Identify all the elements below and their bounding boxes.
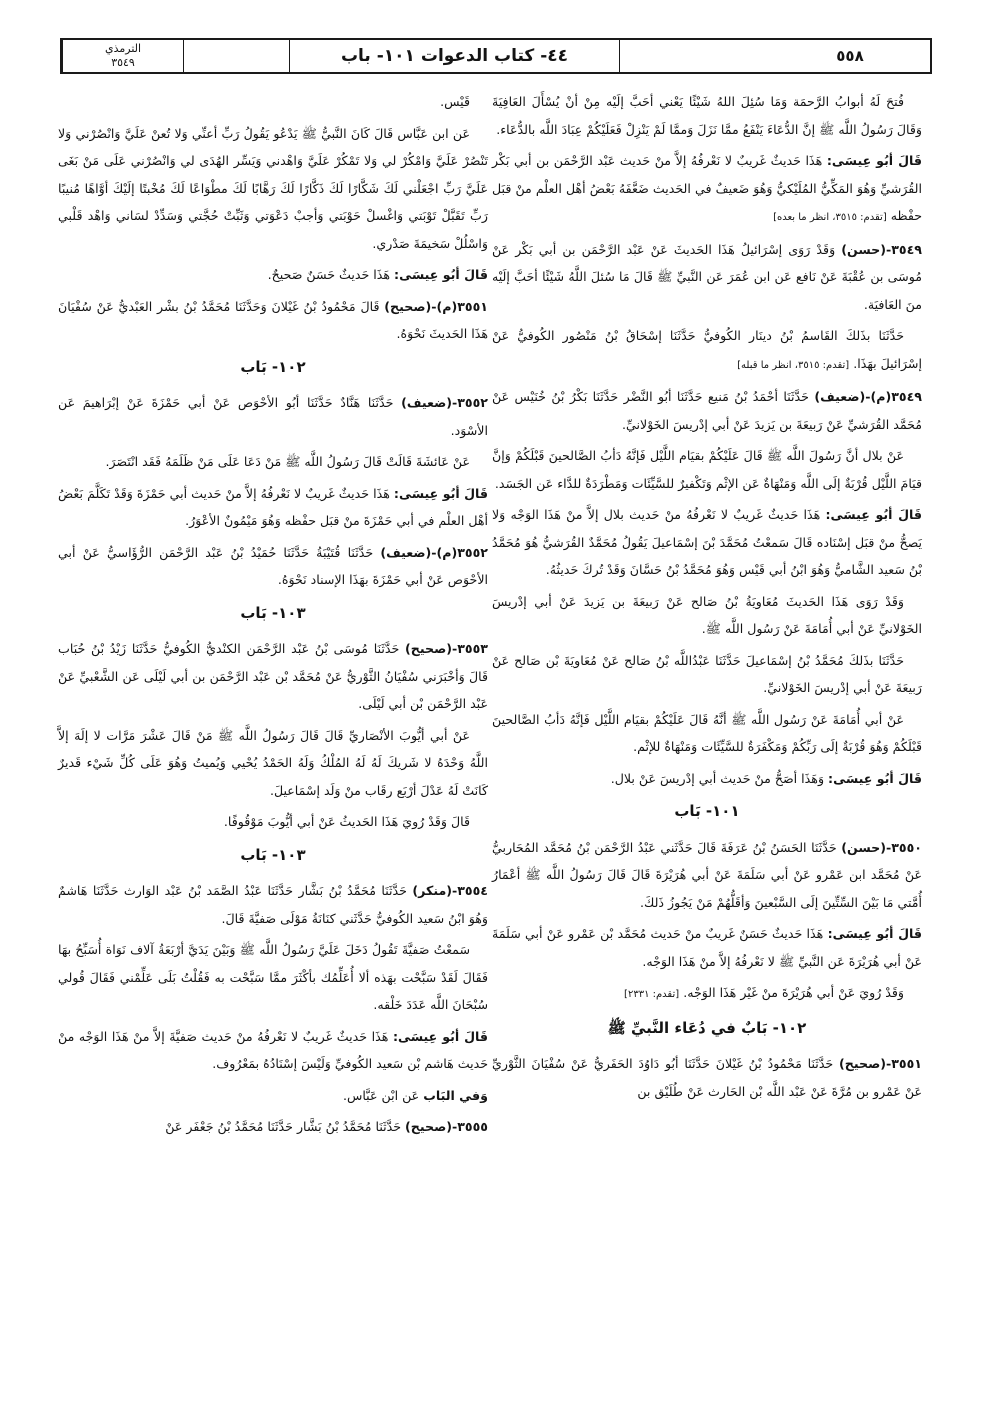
commentary-label: قَالَ أبُو عِيسَى: <box>393 485 488 501</box>
hadith-number-label: ٣٥٤٩(م)-(ضعيف) <box>814 389 922 404</box>
hadith-number-label: ٣٥٤٩-(حسن) <box>841 241 922 257</box>
paragraph-text: عَنْ أبي أيُّوبَ الأنْصَاريِّ قَالَ قَالَ رَسُولُ اللَّه ﷺ مَنْ قَالَ عَشْرَ مَرَّات لا إلَهَ إلاَّ اللَّهُ وَحْدَهُ لا شَريكَ لَهُ لَهُ المُلْكُ وَلَهُ الحَمْدُ يُحْيي وَيُميتُ وَهُوَ عَلَى كُلِّ شَيْء قَديرٌ كَانَتْ لَهُ عَدْلَ أرْبَع رقَاب منْ وَلَد إسْمَاعيلَ. <box>58 727 488 798</box>
text-paragraph <box>58 722 488 805</box>
paragraph-text: حَدَّثَنَا مُوسَى بْنُ عَبْد الرَّحْمَن الكنْديُّ الكُوفيُّ حَدَّثَنَا زَيْدُ بْنُ حُبَاب قَالَ وَأخْبَرَني سُفْيَانُ الثَّوْريُّ عَنْ مُحَمَّد بْن عَبْد الرَّحْمَن بن أبي لَيْلَى عَن الشَّعْبيِّ عَنْ عَبْد الرَّحْمَن بْن أبي لَيْلَى. <box>58 641 488 711</box>
text-paragraph <box>492 647 922 702</box>
chapter-heading: ١٠٣- بَاب <box>240 845 306 864</box>
paragraph-text: قَيْس. <box>440 94 470 109</box>
right-text-column <box>492 88 922 1368</box>
page-number: ٥٥٨ <box>836 47 864 65</box>
paragraph-text: هَذَا حَديثٌ غَريبٌ لا نَعْرفُهُ إلاَّ منْ حَديث أبي حَمْزَةَ وَقَدْ تَكَلَّمَ بَعْضُ أهْل العلْم في أبي حَمْزَةَ منْ قبَل حفْظه وَهُوَ مَيْمُونٌ الأعْوَرُ. <box>58 485 488 528</box>
paragraph-text: سَمعْتُ صَفيَّةَ تَقُولُ دَخَلَ عَلَيَّ رَسُولُ اللَّه ﷺ وَبَيْنَ يَدَيَّ أرْبَعَةُ آلاف نَوَاة أُسَبِّحُ بهَا فَقَالَ لَقَدْ سَبَّحْت بهَذه ألا أُعَلِّمُك بأكْثَرَ ممَّا سَبَّحْت به فَقُلْتُ بَلَى عَلِّمْني فَقَالَ قُولي سُبْحَانَ اللَّه عَدَدَ خَلْقه. <box>58 942 488 1012</box>
hadith-paragraph <box>58 635 488 718</box>
commentary-paragraph <box>58 1082 488 1110</box>
text-paragraph <box>492 706 922 761</box>
hadith-paragraph <box>58 877 488 932</box>
commentary-paragraph <box>492 765 922 793</box>
hadith-number-label: ٣٥٥٤-(منكر) <box>412 883 488 898</box>
paragraph-text: عَن ابن عَبَّاس قَالَ كَانَ النَّبيُّ ﷺ يَدْعُو يَقُولُ رَبِّ أعنِّي وَلا تُعنْ عَلَيَّ وَانْصُرْني وَلا تَنْصُرْ عَلَيَّ وَامْكُرْ لي وَلا تَمْكُرْ عَلَيَّ وَاهْدني وَيَسِّر الهُدَى لي وَانْصُرْني عَلَى مَنْ بَغَى عَلَيَّ رَبِّ اجْعَلْني لَكَ شَكَّارًا لَكَ ذَكَّارًا لَكَ رَهَّابًا لَكَ مطْوَاعًا لَكَ مُخْبتًا إلَيْكَ أوَّاهًا مُنيبًا رَبِّ تَقَبَّلْ تَوْبَتي وَاغْسلْ حَوْبَتي وَأجبْ دَعْوَتي وَثَبِّتْ حُجَّتي وَسَدِّدْ لسَاني وَاهْد قَلْبي وَاسْلُلْ سَخيمَةَ صَدْري. <box>58 125 488 251</box>
commentary-paragraph <box>492 920 922 975</box>
commentary-paragraph <box>492 147 922 232</box>
commentary-label: قَالَ أبُو عِيسَى: <box>827 926 922 941</box>
commentary-label: قَالَ أبُو عِيسَى: <box>825 507 922 522</box>
paragraph-text: عَن ابْن عَبَّاس. <box>342 1087 420 1103</box>
left-text-column <box>58 88 488 1368</box>
paragraph-text: وَقَدْ رَوَى إسْرَائيلُ هَذَا الحَديثَ عَنْ عَبْد الرَّحْمَن بن أبي بَكْر عَنْ مُوسَى بن عُقْبَةَ عَنْ نَافع عَن ابن عُمَرَ عَن النَّبيِّ ﷺ قَالَ مَا سُئلَ اللَّهُ شَيْئًا أحَبَّ إلَيْه منَ العَافيَة. <box>492 241 922 312</box>
commentary-label: قَالَ أبُو عِيسَى: <box>826 153 922 168</box>
commentary-label: وَفي البَاب <box>423 1087 488 1103</box>
hadith-number-label: ٣٥٥٢(م)-(ضعيف) <box>380 544 488 560</box>
paragraph-text: حَدَّثَنَا مُحَمَّدُ بْنُ بَشَّار حَدَّثَنَا مُحَمَّدُ بْنُ جَعْفَر عَنْ <box>165 1119 402 1134</box>
paragraph-text: قَالَ مَحْمُودُ بْنُ غَيْلانَ وَحَدَّثَنَا مُحَمَّدُ بْنُ بشْر العَبْديُّ عَنْ سُفْيَانَ هَذَا الحَديثَ نَحْوَهُ. <box>58 298 488 341</box>
text-paragraph <box>58 936 488 1019</box>
chapter-heading: ١٠١- بَاب <box>674 802 740 820</box>
text-paragraph <box>58 120 488 258</box>
paragraph-text: حَدَّثَنَا الحَسَنُ بْنُ عَرَفَةَ قَالَ حَدَّثَني عَبْدُ الرَّحْمَن بْنُ مُحَمَّد المُحَاربيُّ عَنْ مُحَمَّد ابن عَمْرو عَنْ أبي سَلَمَةَ عَنْ أبي هُرَيْرَةَ قَالَ قَالَ رَسُولُ اللَّه ﷺ أعْمَارُ أُمَّتي مَا بَيْنَ السِّتِّينَ إلَى السَّبْعينَ وَأقَلُّهُمْ مَنْ يَجُوزُ ذَلكَ. <box>492 839 922 910</box>
text-paragraph <box>58 808 488 836</box>
hadith-number-label: ٣٥٥٣-(صحيح) <box>405 641 488 656</box>
paragraph-text: حَدَّثَنَا أحْمَدُ بْنُ مَنيع حَدَّثَنَا أبُو النَّضْر حَدَّثَنَا بَكْرُ بْنُ خُنَيْس عَنْ مُحَمَّد القُرَشيِّ عَنْ رَبيعَةَ بن يَزيدَ عَنْ أبي إدْريسَ الخَوْلانيِّ. <box>492 389 922 432</box>
hadith-paragraph <box>492 383 922 438</box>
commentary-label: قَالَ أبُو عِيسَى: <box>828 770 922 786</box>
paragraph-text: هَذَا حَديثٌ غَريبٌ لا نَعْرفُهُ إلاَّ منْ حَديث عَبْد الرَّحْمَن بن أبي بَكْر القُرَشيِّ وَهُوَ المَكِّيُّ المُلَيْكيُّ وَهُوَ ضَعيفٌ في الحَديث ضَعَّفَهُ بَعْضُ أهْل العلْم منْ قبَل حفْظه <box>492 153 922 223</box>
commentary-paragraph <box>58 480 488 535</box>
paragraph-text: وَقَدْ رَوَى هَذَا الحَديثَ مُعَاويَةُ بْنُ صَالح عَنْ رَبيعَةَ بن يَزيدَ عَنْ أبي إدْريسَ الخَوْلانيِّ عَنْ أبي أُمَامَةَ عَنْ رَسُول اللَّه ﷺ. <box>492 593 922 636</box>
hadith-paragraph <box>492 236 922 319</box>
paragraph-text: وَهَذَا أصَحُّ منْ حَديث أبي إدْريسَ عَنْ بلال. <box>610 770 825 786</box>
header-empty-cell <box>183 40 289 72</box>
chapter-heading: ١٠٣- بَاب <box>240 603 306 622</box>
commentary-paragraph <box>58 1023 488 1078</box>
hadith-number-label: ٣٥٥١(م)-(صحيح) <box>384 298 488 314</box>
paragraph-text: هَذَا حَديثٌ حَسَنٌ غَريبٌ منْ حَديث مُحَمَّد بْن عَمْرو عَنْ أبي سَلَمَةَ عَنْ أبي هُرَيْرَةَ عَن النَّبيِّ ﷺ لا نَعْرفُهُ إلاَّ منْ هَذَا الوَجْه. <box>492 926 922 969</box>
hadith-paragraph <box>492 1050 922 1105</box>
hadith-number-label: ٣٥٥٥-(صحيح) <box>405 1119 488 1134</box>
paragraph-text: حَدَّثَنَا بذَلكَ القَاسمُ بْنُ دينَار الكُوفيُّ حَدَّثَنَا إسْحَاقُ بْنُ مَنْصُور الكُوفيُّ عَنْ إسْرَائيلَ بهَذَا. <box>492 328 922 371</box>
hadith-paragraph <box>492 834 922 917</box>
hadith-paragraph <box>58 293 488 348</box>
text-paragraph <box>492 322 922 379</box>
page-header <box>60 38 932 74</box>
text-paragraph <box>492 979 922 1009</box>
paragraph-text: وَقَدْ رُويَ عَنْ أبي هُرَيْرَةَ منْ غَيْر هَذَا الوَجْه. <box>683 985 904 1000</box>
text-paragraph <box>58 88 488 116</box>
text-paragraph <box>492 588 922 643</box>
cross-reference: [تقدم: ٣٥١٥، انظر ما بعده] <box>773 212 887 223</box>
chapter-heading: ١٠٢- بَاب <box>240 357 306 376</box>
hadith-paragraph <box>58 1113 488 1141</box>
header-empty-cell <box>619 40 770 72</box>
cross-reference: [تقدم: ٢٣٣١] <box>624 989 680 1000</box>
hadith-number-label: ٣٥٥١-(صحيح) <box>839 1056 922 1071</box>
paragraph-text: حَدَّثَنَا بذَلكَ مُحَمَّدُ بْنُ إسْمَاعيلَ حَدَّثَنَا عَبْدُاللَّه بْنُ صَالح عَنْ مُعَاويَةَ بْن صَالح عَنْ رَبيعَةَ عَنْ أبي إدْريسَ الخَوْلانيِّ. <box>492 652 922 695</box>
paragraph-text: عَنْ بلال أنَّ رَسُولَ اللَّه ﷺ قَالَ عَلَيْكُمْ بقيَام اللَّيْل فَإنَّهُ دَأبُ الصَّالحينَ قَبْلَكُمْ وَإنَّ قيَامَ اللَّيْل قُرْبَةٌ إلَى اللَّه وَمَنْهَاةٌ عَن الإثْم وَتَكْفيرٌ للسَّيِّئَات وَمَطْرَدَةٌ للدَّاء عَن الجَسَد. <box>492 448 922 491</box>
chapter-heading: ١٠٢- بَابٌ في دُعَاء النَّبيِّ ﷺ <box>607 1018 807 1037</box>
commentary-paragraph <box>492 501 922 584</box>
hadith-number-label: ٣٥٥٠-(حسن) <box>841 839 922 855</box>
paragraph-text: حَدَّثَنَا قُتَيْبَةُ حَدَّثَنَا حُمَيْدُ بْنُ عَبْد الرَّحْمَن الرُّؤَاسيُّ عَنْ أبي الأحْوَص عَنْ أبي حَمْزَةَ بهَذَا الإسناد نَحْوَهُ. <box>58 544 488 587</box>
paragraph-text: هَذَا حَديثٌ غَريبٌ لا نَعْرفُهُ منْ حَديث صَفيَّةَ إلاَّ منْ هَذَا الوَجْه منْ حَديث هَاشم بْن سَعيد الكُوفيِّ وَلَيْسَ إسْنَادُهُ بمَعْرُوف. <box>58 1028 488 1071</box>
hadith-number-label: ٣٥٥٢-(ضعيف) <box>401 395 488 410</box>
paragraph-text: حَدَّثَنَا مُحَمَّدُ بْنُ بَشَّار حَدَّثَنَا عَبْدُ الصَّمَد بْنُ عَبْد الوَارث حَدَّثَنَا هَاشمٌ وَهُوَ ابْنُ سَعيد الكُوفيُّ حَدَّثَني كنَانَةُ مَوْلَى صَفيَّةَ قَالَ. <box>58 883 488 926</box>
paragraph-text: فُتحَ لَهُ أبوابُ الرَّحمَة وَمَا سُئِلَ اللهُ شَيْئًا يَعْني أحَبَّ إلَيْه مِنْ أنْ يُسْأَلَ العَافِيَةَ وَقَالَ رَسُولُ اللَّه ﷺ إنَّ الدُّعَاءَ يَنْفَعُ ممَّا نَزَلَ وَممَّا لَمْ يَنْزِلْ فَعَلَيْكُمْ عِبَادَ اللَّه بالدُّعَاء. <box>492 94 922 137</box>
paragraph-text: هَذَا حَديثٌ حَسَنٌ صَحيحٌ. <box>267 267 391 282</box>
paragraph-text: حَدَّثَنَا مَحْمُودُ بْنُ غَيْلانَ حَدَّثَنَا أبُو دَاوُدَ الحَفَريُّ عَنْ سُفْيَانَ الثَّوْريِّ عَنْ عَمْرو بن مُرَّةَ عَنْ عَبْد اللَّه بْن الحَارث عَنْ طُلَيْق بن <box>492 1056 922 1099</box>
commentary-paragraph <box>58 261 488 289</box>
cross-reference: [تقدم: ٣٥١٥، انظر ما قبله] <box>737 359 850 371</box>
hadith-paragraph <box>58 389 488 444</box>
header-book-name: الترمذي <box>104 42 142 55</box>
hadith-paragraph <box>58 539 488 594</box>
paragraph-text: قَالَ وَقَدْ رُويَ هَذَا الحَديثُ عَنْ أبي أيُّوبَ مَوْقُوفًا. <box>223 814 470 829</box>
text-paragraph <box>492 442 922 497</box>
commentary-label: قَالَ أبُو عِيسَى: <box>394 267 488 282</box>
header-book-cell <box>62 40 183 72</box>
text-paragraph <box>58 448 488 476</box>
commentary-label: قَالَ أبُو عِيسَى: <box>392 1028 489 1044</box>
text-paragraph <box>492 88 922 143</box>
paragraph-text: عَنْ عَائشَةَ قَالَتْ قَالَ رَسُولُ اللَّه ﷺ مَنْ دَعَا عَلَى مَنْ ظَلَمَهُ فَقَد انْتَصَرَ. <box>105 454 470 469</box>
paragraph-text: عَنْ أبي أُمَامَةَ عَنْ رَسُول اللَّه ﷺ أنَّهُ قَالَ عَلَيْكُمْ بقيَام اللَّيْل فَإنَّهُ دَأبُ الصَّالحينَ قَبْلَكُمْ وَهُوَ قُرْبَةٌ إلَى رَبِّكُمْ وَمَكْفَرَةٌ للسَّيِّئَات وَمَنْهَاةٌ للإثْم. <box>492 711 922 754</box>
header-title: ٤٤- كتاب الدعوات ١٠١- باب <box>289 40 619 72</box>
paragraph-text: حَدَّثَنَا هَنَّادٌ حَدَّثَنَا أبُو الأحْوَص عَنْ أبي حَمْزَةَ عَنْ إبْرَاهيمَ عَن الأسْوَد. <box>58 395 488 438</box>
paragraph-text: هَذَا حَديثٌ غَريبٌ لا نَعْرفُهُ منْ حَديث بلال إلاَّ منْ هَذَا الوَجْه وَلا يَصحُّ منْ قبَل إسْنَاده قَالَ سَمعْتُ مُحَمَّدَ بْنَ إسْمَاعيلَ يَقُولُ مُحَمَّدٌ القُرَشيُّ هُوَ مُحَمَّدُ بْنُ سَعيد الشَّاميُّ وَهُوَ ابْنُ أبي قَيْس وَهُوَ مُحَمَّدُ بْنُ حَسَّانَ وَقَدْ تُركَ حَديثُهُ. <box>492 507 922 577</box>
header-hadith-number: ٣٥٤٩ <box>111 56 135 69</box>
